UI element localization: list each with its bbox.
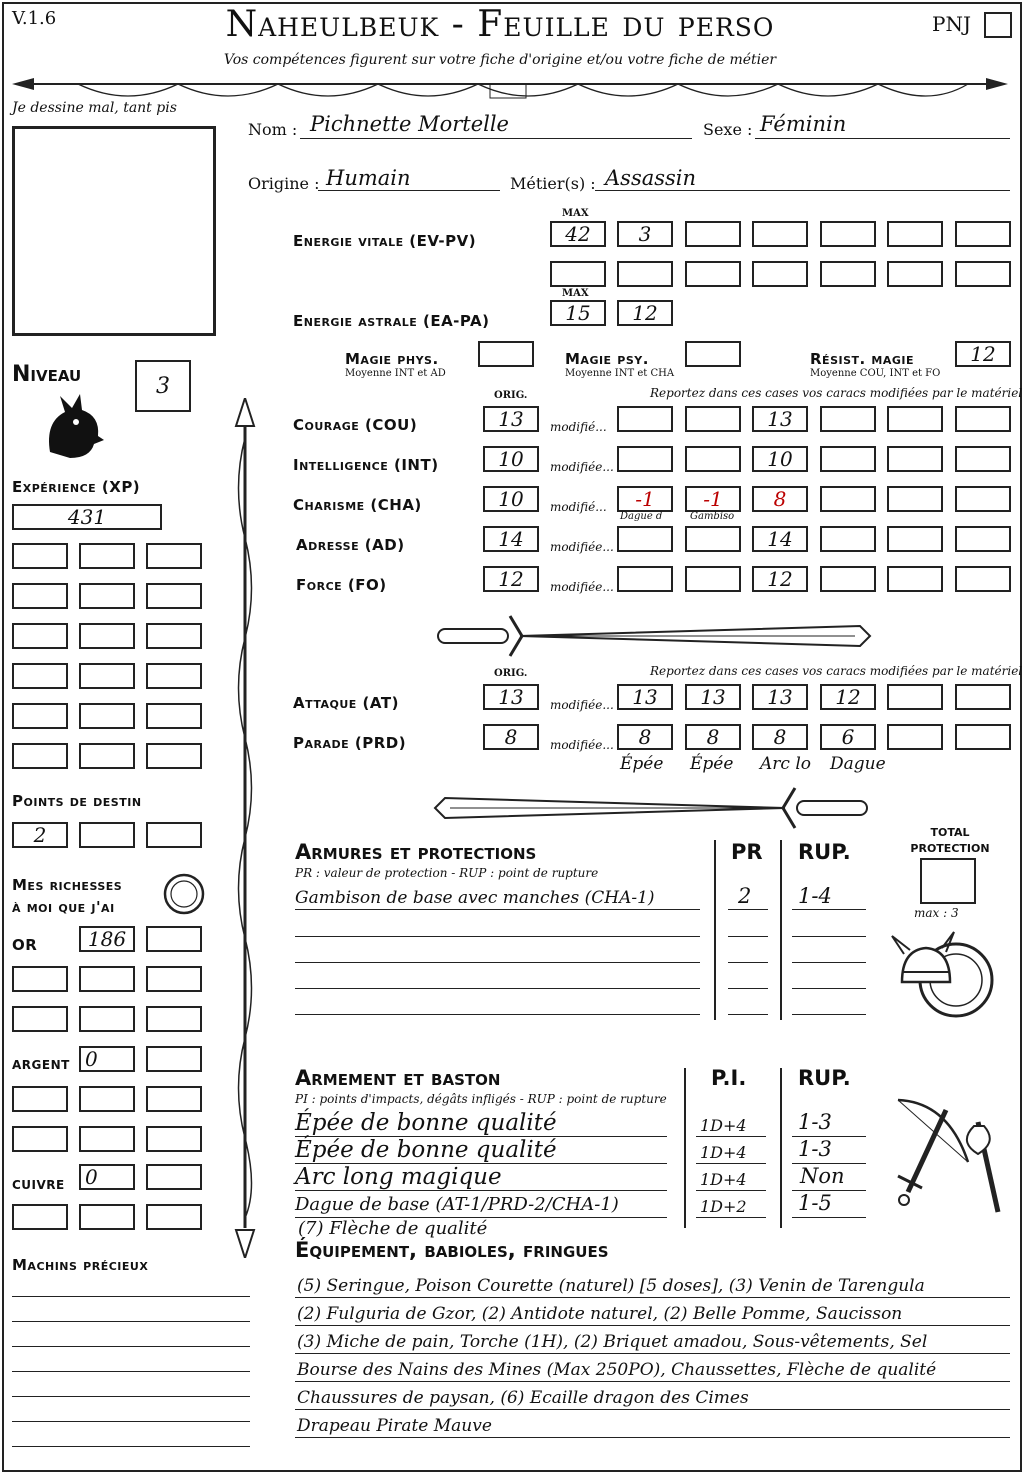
equipement-line[interactable]: Drapeau Pirate Mauve <box>297 1416 492 1436</box>
magie-phys-box[interactable] <box>478 341 534 367</box>
weapon-label: Épée <box>620 754 664 774</box>
at-mod-box[interactable] <box>955 684 1011 710</box>
caracs-report-note: Reportez dans ces cases vos caracs modifiées par le matériel <box>650 386 1023 400</box>
armement-note: PI : points d'impacts, dégâts infligés - RUP : point de rupture <box>295 1092 667 1106</box>
armure-line <box>295 988 700 989</box>
magie-psy-label: Magie psy. <box>565 350 649 368</box>
total-protection-label: PROTECTION <box>910 842 990 855</box>
destin-label: Points de destin <box>12 792 142 810</box>
fo-mod-box[interactable]: 12 <box>752 566 808 592</box>
origine-label: Origine : <box>248 174 320 193</box>
cha-mod-box[interactable]: 8 <box>752 486 808 512</box>
at-mod-box[interactable]: 13 <box>617 684 673 710</box>
ev-box[interactable] <box>820 221 876 247</box>
fo-mod-box[interactable] <box>685 566 741 592</box>
metier-line <box>595 190 1010 191</box>
armement-title: Armement et baston <box>295 1066 501 1090</box>
fo-modifie-label: modifiée... <box>550 580 614 594</box>
or-box[interactable] <box>79 966 135 992</box>
subtitle: Vos compétences figurent sur votre fiche d'origine et/ou votre fiche de métier <box>223 52 777 68</box>
ev-box[interactable] <box>887 261 943 287</box>
ev-box[interactable] <box>752 261 808 287</box>
fo-mod-box[interactable] <box>820 566 876 592</box>
ad-mod-box[interactable] <box>820 526 876 552</box>
int-mod-box[interactable] <box>685 446 741 472</box>
destin-box[interactable] <box>146 822 202 848</box>
ad-mod-box[interactable]: 14 <box>752 526 808 552</box>
ev-max-label: MAX <box>562 208 589 219</box>
cou-mod-box[interactable] <box>820 406 876 432</box>
sexe-label: Sexe : <box>703 120 753 139</box>
arme-row-pi[interactable]: 1D+4 <box>700 1170 747 1189</box>
cuivre-box[interactable] <box>79 1204 135 1230</box>
cuivre-box[interactable] <box>146 1204 202 1230</box>
equipement-line[interactable]: (2) Fulguria de Gzor, (2) Antidote naturel, (2) Belle Pomme, Saucisson <box>297 1304 903 1324</box>
prd-mod-box[interactable]: 6 <box>820 724 876 750</box>
or-box[interactable] <box>12 1006 68 1032</box>
armure-row-rup[interactable]: 1-4 <box>798 884 832 908</box>
column-divider <box>714 840 716 1020</box>
cha-mod-box[interactable] <box>955 486 1011 512</box>
ev-box[interactable] <box>685 261 741 287</box>
machins-line <box>12 1371 250 1372</box>
cou-mod-box[interactable] <box>955 406 1011 432</box>
resist-magie-note: Moyenne COU, INT et FO <box>810 368 941 379</box>
xp-box[interactable] <box>12 743 68 769</box>
ea-label: Energie astrale (EA-PA) <box>293 312 490 330</box>
ad-modifie-label: modifiée... <box>550 540 614 554</box>
or-box[interactable]: 186 <box>79 926 135 952</box>
armure-line <box>295 909 700 910</box>
spear-divider-icon <box>228 398 262 1258</box>
cha-modifie-label: modifié... <box>550 500 607 514</box>
cuivre-box[interactable] <box>146 1164 202 1190</box>
machins-line <box>12 1321 250 1322</box>
niveau-box[interactable]: 3 <box>135 360 191 412</box>
prd-label: Parade (PRD) <box>293 734 407 752</box>
ad-mod-box[interactable] <box>617 526 673 552</box>
equipement-rule <box>295 1409 1010 1410</box>
version-label: V.1.6 <box>12 8 57 29</box>
sexe-value[interactable]: Féminin <box>760 112 847 136</box>
armure-line <box>728 909 768 910</box>
xp-box[interactable] <box>12 543 68 569</box>
cou-label: Courage (COU) <box>293 416 418 434</box>
pnj-checkbox[interactable] <box>984 12 1012 38</box>
ea-max-label: MAX <box>562 288 589 299</box>
ad-mod-box[interactable] <box>955 526 1011 552</box>
cuivre-box[interactable] <box>12 1204 68 1230</box>
combat-report-note: Reportez dans ces cases vos caracs modifiées par le matériel <box>650 664 1023 678</box>
weapon-label: Dague <box>830 754 886 774</box>
pi-header: P.I. <box>711 1066 747 1090</box>
ev-box[interactable] <box>617 261 673 287</box>
portrait-caption: Je dessine mal, tant pis <box>12 100 177 116</box>
equipement-line[interactable]: (5) Seringue, Poison Courette (naturel) [5 doses], (3) Venin de Tarengula <box>297 1276 925 1296</box>
cou-modifie-label: modifié... <box>550 420 607 434</box>
niveau-label: Niveau <box>12 362 82 387</box>
cou-mod-box[interactable] <box>617 406 673 432</box>
machins-line <box>12 1296 250 1297</box>
argent-box[interactable] <box>12 1086 68 1112</box>
resist-magie-label: Résist. magie <box>810 350 915 368</box>
origine-line <box>318 190 500 191</box>
prd-mod-box[interactable]: 8 <box>685 724 741 750</box>
ad-label: Adresse (AD) <box>296 536 405 554</box>
int-mod-box[interactable] <box>955 446 1011 472</box>
xp-box[interactable] <box>12 583 68 609</box>
arme-extra[interactable]: (7) Flèche de qualité <box>298 1218 488 1239</box>
armure-line <box>728 988 768 989</box>
int-mod-box[interactable] <box>887 446 943 472</box>
argent-box[interactable] <box>12 1126 68 1152</box>
arme-row-name[interactable]: Dague de base (AT-1/PRD-2/CHA-1) <box>295 1194 619 1215</box>
total-protection-label: TOTAL <box>930 826 970 839</box>
nom-label: Nom : <box>248 120 298 139</box>
cou-orig-box[interactable]: 13 <box>483 406 539 432</box>
total-protection-box[interactable] <box>920 858 976 904</box>
magie-phys-note: Moyenne INT et AD <box>345 368 446 379</box>
magie-psy-note: Moyenne INT et CHA <box>565 368 675 379</box>
argent-label: ARGENT <box>12 1058 70 1072</box>
xp-box[interactable] <box>79 663 135 689</box>
ev-box[interactable] <box>685 221 741 247</box>
machins-line <box>12 1396 250 1397</box>
int-modifie-label: modifiée... <box>550 460 614 474</box>
int-mod-box[interactable] <box>820 446 876 472</box>
arme-row-name[interactable]: Épée de bonne qualité <box>295 1110 557 1136</box>
xp-box[interactable] <box>146 623 202 649</box>
armure-line <box>728 962 768 963</box>
armure-line <box>728 936 768 937</box>
ev-box[interactable] <box>887 221 943 247</box>
xp-box[interactable] <box>79 743 135 769</box>
ad-orig-box[interactable]: 14 <box>483 526 539 552</box>
or-label: OR <box>12 936 38 954</box>
ev-current-box[interactable]: 3 <box>617 221 673 247</box>
arme-row-pi[interactable]: 1D+2 <box>700 1197 747 1216</box>
page-title: Naheulbeuk - Feuille du perso <box>225 4 775 45</box>
argent-box[interactable] <box>146 1046 202 1072</box>
ea-max-box[interactable]: 15 <box>550 300 606 326</box>
resist-magie-box[interactable]: 12 <box>955 341 1011 367</box>
cha-mod-box[interactable] <box>820 486 876 512</box>
arme-row-rup[interactable]: 1-3 <box>798 1110 832 1134</box>
machins-label: Machins précieux <box>12 1256 149 1274</box>
fo-mod-box[interactable] <box>887 566 943 592</box>
or-box[interactable] <box>146 926 202 952</box>
ev-box[interactable] <box>955 221 1011 247</box>
armure-row-pr[interactable]: 2 <box>738 884 752 908</box>
cha-note: Dague d <box>620 511 663 522</box>
xp-box[interactable] <box>12 703 68 729</box>
xp-box[interactable] <box>79 583 135 609</box>
prd-modifie-label: modifiée... <box>550 738 614 752</box>
richesses-label: Mes richesses <box>12 876 123 894</box>
ev-max-box[interactable]: 42 <box>550 221 606 247</box>
fo-mod-box[interactable] <box>955 566 1011 592</box>
helmet-shield-icon <box>888 928 998 1024</box>
machins-line <box>12 1446 250 1447</box>
armure-line <box>792 936 866 937</box>
xp-box[interactable] <box>146 743 202 769</box>
argent-box[interactable] <box>79 1126 135 1152</box>
arme-row-rup[interactable]: 1-5 <box>798 1191 832 1215</box>
or-box[interactable] <box>12 966 68 992</box>
arme-row-rup[interactable]: Non <box>800 1164 845 1188</box>
ev-box[interactable] <box>550 261 606 287</box>
cou-mod-box[interactable] <box>887 406 943 432</box>
armures-note: PR : valeur de protection - RUP : point de rupture <box>295 866 599 880</box>
arme-row-rup[interactable]: 1-3 <box>798 1137 832 1161</box>
arme-line <box>792 1217 866 1218</box>
xp-box[interactable] <box>79 703 135 729</box>
arme-line <box>696 1136 766 1137</box>
column-divider <box>780 840 782 1020</box>
equipement-rule <box>295 1325 1010 1326</box>
crossed-weapons-icon <box>888 1092 1004 1216</box>
arme-row-pi[interactable]: 1D+4 <box>700 1143 747 1162</box>
magie-psy-box[interactable] <box>685 341 741 367</box>
machins-line <box>12 1421 250 1422</box>
column-divider <box>684 1068 686 1228</box>
origine-value[interactable]: Humain <box>326 166 411 190</box>
at-mod-box[interactable]: 13 <box>752 684 808 710</box>
at-mod-box[interactable]: 13 <box>685 684 741 710</box>
xp-box[interactable] <box>79 543 135 569</box>
or-box[interactable] <box>79 1006 135 1032</box>
richesses-label: à moi que j'ai <box>12 898 115 916</box>
arme-line <box>696 1190 766 1191</box>
xp-box[interactable] <box>12 663 68 689</box>
destin-box[interactable] <box>79 822 135 848</box>
ev-label: Energie vitale (EV-PV) <box>293 232 477 250</box>
rup-header: RUP. <box>798 840 851 864</box>
at-mod-box[interactable] <box>887 684 943 710</box>
cuivre-label: CUIVRE <box>12 1178 65 1192</box>
portrait-box[interactable] <box>12 126 216 336</box>
metier-label: Métier(s) : <box>510 174 596 193</box>
dragon-icon <box>40 392 106 464</box>
cha-mod-box[interactable]: -1 <box>685 486 741 512</box>
at-label: Attaque (AT) <box>293 694 399 712</box>
armure-line <box>792 1014 866 1015</box>
ev-box[interactable] <box>752 221 808 247</box>
equipement-line[interactable]: Bourse des Nains des Mines (Max 250PO), Chaussettes, Flèche de qualité <box>297 1360 937 1380</box>
prd-orig-box[interactable]: 8 <box>483 724 539 750</box>
int-label: Intelligence (INT) <box>293 456 439 474</box>
cou-mod-box[interactable]: 13 <box>752 406 808 432</box>
xp-label: Expérience (XP) <box>12 478 141 496</box>
at-mod-box[interactable]: 12 <box>820 684 876 710</box>
or-box[interactable] <box>146 966 202 992</box>
xp-box[interactable] <box>146 663 202 689</box>
column-divider <box>780 1068 782 1228</box>
ev-box[interactable] <box>820 261 876 287</box>
cou-mod-box[interactable] <box>685 406 741 432</box>
argent-box[interactable]: 0 <box>79 1046 135 1072</box>
fo-mod-box[interactable] <box>617 566 673 592</box>
armure-line <box>728 1014 768 1015</box>
ea-current-box[interactable]: 12 <box>617 300 673 326</box>
argent-box[interactable] <box>146 1086 202 1112</box>
armure-line <box>792 988 866 989</box>
ev-box[interactable] <box>955 261 1011 287</box>
or-box[interactable] <box>146 1006 202 1032</box>
arme-line <box>696 1163 766 1164</box>
fo-orig-box[interactable]: 12 <box>483 566 539 592</box>
prd-mod-box[interactable]: 8 <box>752 724 808 750</box>
fo-label: Force (FO) <box>296 576 387 594</box>
caracs-orig-label: ORIG. <box>494 390 528 401</box>
arme-row-name[interactable]: Arc long magique <box>295 1164 502 1190</box>
cha-mod-box[interactable]: -1 <box>617 486 673 512</box>
weapon-label: Arc lo <box>760 754 811 774</box>
xp-box[interactable]: 431 <box>12 504 162 530</box>
xp-box[interactable] <box>79 623 135 649</box>
armure-row-name[interactable]: Gambison de base avec manches (CHA-1) <box>295 888 655 908</box>
xp-box[interactable] <box>146 703 202 729</box>
argent-box[interactable] <box>79 1086 135 1112</box>
nom-line <box>300 138 692 139</box>
cha-note: Gambiso <box>690 511 735 522</box>
equipement-line[interactable]: (3) Miche de pain, Torche (1H), (2) Briquet amadou, Sous-vêtements, Sel <box>297 1332 928 1352</box>
metier-value[interactable]: Assassin <box>605 166 697 190</box>
argent-box[interactable] <box>146 1126 202 1152</box>
magie-phys-label: Magie phys. <box>345 350 439 368</box>
armures-title: Armures et protections <box>295 840 537 864</box>
xp-box[interactable] <box>146 543 202 569</box>
prd-mod-box[interactable] <box>887 724 943 750</box>
equipement-rule <box>295 1353 1010 1354</box>
at-orig-box[interactable]: 13 <box>483 684 539 710</box>
cha-label: Charisme (CHA) <box>293 496 422 514</box>
at-modifie-label: modifiée... <box>550 698 614 712</box>
arme-row-name[interactable]: Épée de bonne qualité <box>295 1137 557 1163</box>
cha-orig-box[interactable]: 10 <box>483 486 539 512</box>
sword-ornament-icon <box>430 612 875 660</box>
armure-line <box>295 1014 700 1015</box>
rup-header: RUP. <box>798 1066 851 1090</box>
int-mod-box[interactable] <box>617 446 673 472</box>
prd-mod-box[interactable]: 8 <box>617 724 673 750</box>
int-orig-box[interactable]: 10 <box>483 446 539 472</box>
cha-mod-box[interactable] <box>887 486 943 512</box>
equipement-line[interactable]: Chaussures de paysan, (6) Ecaille dragon des Cimes <box>297 1388 749 1408</box>
destin-box[interactable]: 2 <box>12 822 68 848</box>
armure-line <box>792 909 866 910</box>
ad-mod-box[interactable] <box>887 526 943 552</box>
arme-row-pi[interactable]: 1D+4 <box>700 1116 747 1135</box>
nom-value[interactable]: Pichnette Mortelle <box>310 112 509 136</box>
xp-box[interactable] <box>12 623 68 649</box>
sexe-line <box>755 138 1010 139</box>
equipement-rule <box>295 1437 1010 1438</box>
armure-line <box>792 962 866 963</box>
sword-ornament-icon <box>430 784 875 832</box>
max-protection-label: max : 3 <box>914 906 959 920</box>
xp-box[interactable] <box>146 583 202 609</box>
weapon-label: Épée <box>690 754 734 774</box>
equipement-rule <box>295 1297 1010 1298</box>
int-mod-box[interactable]: 10 <box>752 446 808 472</box>
pr-header: PR <box>731 840 763 864</box>
combat-orig-label: ORIG. <box>494 668 528 679</box>
arme-line <box>696 1217 766 1218</box>
armure-line <box>295 962 700 963</box>
equipement-rule <box>295 1381 1010 1382</box>
arme-line <box>295 1190 667 1191</box>
machins-line <box>12 1346 250 1347</box>
cuivre-box[interactable]: 0 <box>79 1164 135 1190</box>
armure-line <box>295 936 700 937</box>
prd-mod-box[interactable] <box>955 724 1011 750</box>
equipement-title: Équipement, babioles, fringues <box>295 1238 609 1262</box>
pnj-label: PNJ <box>932 12 971 36</box>
coin-icon <box>162 872 206 916</box>
ad-mod-box[interactable] <box>685 526 741 552</box>
